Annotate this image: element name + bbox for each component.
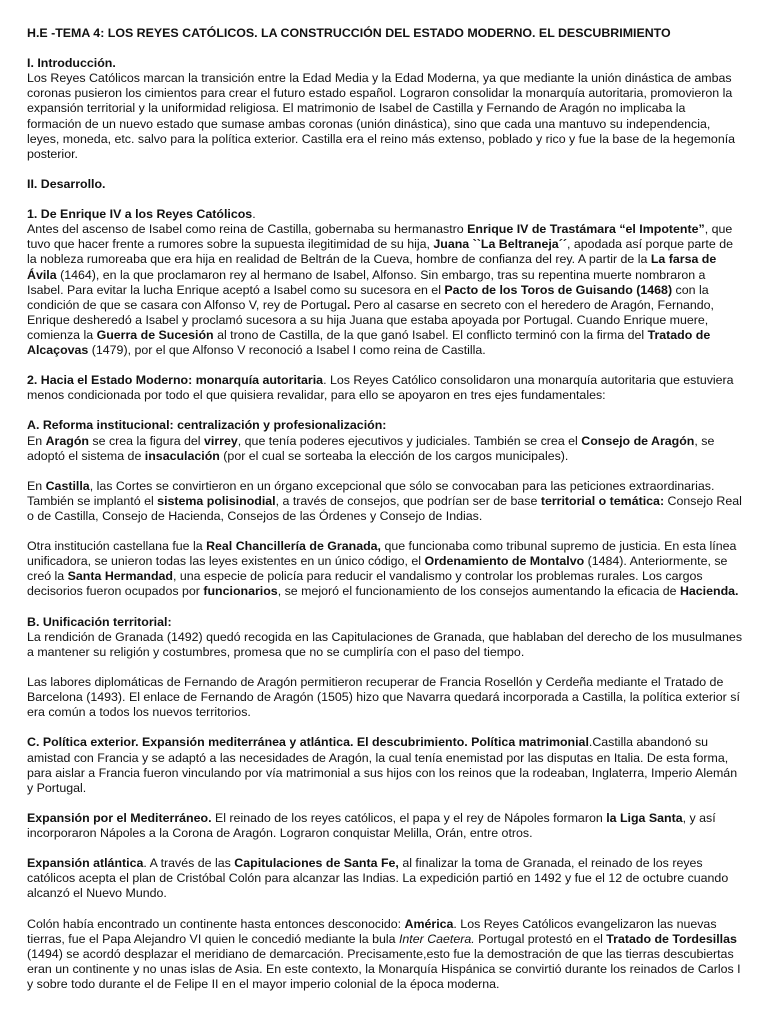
text-run: (1494) se acordó desplazar el meridiano de demarcación. Precisamente,esto fue la demostración de que las tierras descubiertas eran un continente y no unas islas de Asia. En este contexto, la Monarquía Hispánica se convirtió durante los reinados de Carlos I y sobre todo durante el de Felipe II en el mayor imperio colonial de la época moderna. — [27, 946, 741, 991]
text-run: , y así incorporaron Nápoles a la Corona de Aragón. Lograron conquistar Melilla, Orán, entre otros. — [27, 810, 716, 840]
subsection-heading-1-text: 1. De Enrique IV a los Reyes Católicos — [27, 207, 253, 222]
bold-run: Hacienda. — [679, 584, 739, 599]
text-run: , se mejoró el funcionamiento de los consejos aumentando la eficacia de — [277, 584, 680, 599]
subsection-heading-2: 2. Hacia el Estado Moderno: monarquía autoritaria — [27, 373, 324, 388]
bold-run: sistema polisinodial — [157, 493, 276, 508]
text-run: Portugal protestó en el — [474, 931, 607, 946]
bold-run: Juana ``La Beltraneja´´ — [433, 237, 567, 252]
text-run: Consejo Real o de Castilla, Consejo de Hacienda, Consejos de las Órdenes y Consejo de Indias. — [27, 493, 742, 523]
text-run: (1484). Anteriormente, se creó la — [27, 554, 728, 584]
bold-run: Consejo de Aragón — [581, 433, 695, 448]
text-run: Pero al casarse en secreto con el heredero de Aragón, Fernando, Enrique desheredó a Isabel y proclamó sucesora a su hija Juana que estaba apoyada por Portugal. Cuando Enrique muere, comienza la — [27, 297, 714, 342]
bold-run: funcionarios — [203, 584, 278, 599]
bold-run: Guerra de Sucesión — [96, 327, 214, 342]
text-run: Colón había encontrado un continente hasta entonces desconocido: — [27, 916, 405, 931]
subsection-heading-b: B. Unificación territorial: — [27, 614, 172, 629]
text-run: , que tuvo que hacer frente a rumores sobre la supuesta ilegitimidad de su hija, — [27, 222, 733, 252]
text-run: . Los Reyes Católicos evangelizaron las nuevas tierras, fue el Papa Alejandro VI quien le concedió mediante la bula — [27, 916, 717, 946]
text-run: (1479), por el que Alfonso V reconoció a Isabel I como reina de Castilla. — [88, 342, 486, 357]
text-run: , apodada así porque parte de la nobleza rumoreaba que era hija en realidad de Beltrán de la Cueva, hombre de confianza del rey. A partir de la — [27, 237, 733, 267]
text-run: El reinado de los reyes católicos, el papa y el rey de Nápoles formaron — [211, 810, 607, 825]
text-run: (por el cual se sorteaba la elección de los cargos municipales). — [219, 448, 569, 463]
text-run: .Castilla abandonó su amistad con Francia y se adaptó a las necesidades de Aragón, la cual tenía enemistad por las disputas en Italia. De esta forma, para aislar a Francia fueron vinculando por vía matrimonial a sus hijos con los reinos que la rodeaban, Inglaterra, Imperio Alemán y Portugal. — [27, 735, 738, 795]
paragraph-mediterraneo — [27, 811, 742, 841]
paragraph-colon — [27, 917, 742, 992]
text-run: En — [27, 478, 46, 493]
bold-run: Pacto de los Toros de Guisando (1468) — [444, 282, 673, 297]
paragraph-politica-exterior — [27, 735, 742, 795]
paragraph-enrique-iv — [27, 222, 742, 358]
text-run: , que tenía poderes ejecutivos y judiciales. También se crea el — [237, 433, 582, 448]
paragraph-diplomacia: Las labores diplomáticas de Fernando de Aragón permitieron recuperar de Francia Rosellón y Cerdeña mediante el Tratado de Barcelona (1493). El enlace de Fernando de Aragón (1505) hizo que Navarra quedará incorporada a Castilla, la política exterior sí era común a todos los nuevos territorios. — [27, 675, 740, 720]
text-run: al finalizar la toma de Granada, el reinado de los reyes católicos acepta el plan de Cristóbal Colón para alcanzar las Indias. La expedición partió en 1492 y fue el 12 de octubre cuando alcanzó el Nuevo Mundo. — [27, 856, 729, 901]
document-title: H.E -TEMA 4: LOS REYES CATÓLICOS. LA CONSTRUCCIÓN DEL ESTADO MODERNO. EL DESCUBRIMIENTO — [27, 26, 671, 40]
text-run: . A través de las — [143, 856, 235, 871]
subsection-heading-1-dot: . — [252, 207, 256, 222]
bold-run: Aragón — [45, 433, 89, 448]
bold-run: Real Chancillería de Granada, — [206, 539, 381, 554]
bold-run: la Liga Santa — [606, 810, 683, 825]
section-heading-desarrollo: II. Desarrollo. — [27, 176, 106, 191]
text-run: al trono de Castilla, de la que ganó Isabel. El conflicto terminó con la firma del — [213, 327, 648, 342]
subsection-heading-c: C. Política exterior. Expansión mediterránea y atlántica. El descubrimiento. Política matrimonial — [27, 735, 589, 750]
text-run: Antes del ascenso de Isabel como reina de Castilla, gobernaba su hermanastro — [27, 222, 468, 237]
text-run: En — [27, 433, 46, 448]
paragraph-estado-moderno — [27, 373, 742, 403]
text-run: Otra institución castellana fue la — [27, 539, 207, 554]
bold-run: Capitulaciones de Santa Fe, — [234, 856, 399, 871]
bold-run: América — [404, 916, 454, 931]
bold-run: virrey — [204, 433, 238, 448]
text-run: con la condición de que se casara con Alfonso V, rey de Portugal — [27, 282, 709, 312]
paragraph-aragon — [27, 434, 742, 464]
bold-run: . — [346, 297, 351, 312]
text-run: . Los Reyes Católico consolidaron una monarquía autoritaria que estuviera menos condicionada por todo el que quisiera revalidar, para ello se apoyaron en tres ejes fundamentales: — [27, 373, 734, 403]
paragraph-atlantica — [27, 856, 742, 901]
paragraph-chancilleria — [27, 539, 742, 599]
bold-run: territorial o temática: — [540, 493, 665, 508]
paragraph-introduccion: Los Reyes Católicos marcan la transición entre la Edad Media y la Edad Moderna, ya que mediante la unión dinástica de ambas coronas pusieron los cimientos para crear el futuro estado español. Lograron consolidar la monarquía autoritaria, promovieron la expansión territorial y la uniformidad religiosa. El matrimonio de Isabel de Castilla y Fernando de Aragón no implicaba la formación de un nuevo estado que sumase ambas coronas (unión dinástica), sino que cada una mantuvo su independencia, leyes, moneda, etc. salvo para la política exterior. Castilla era el reino más extenso, poblado y rico y fue la base de la hegemonía posterior. — [27, 71, 736, 161]
bold-run: Santa Hermandad — [67, 569, 173, 584]
subsection-heading-1 — [27, 207, 742, 222]
text-run: (1464), en la que proclamaron rey al hermano de Isabel, Alfonso. Sin embargo, tras su repentina muerte nombraron a Isabel. Para evitar la lucha Enrique aceptó a Isabel como su sucesora en el — [27, 267, 706, 297]
bold-run: insaculación — [144, 448, 220, 463]
italic-run: Inter Caetera. — [398, 931, 475, 946]
bold-run: La farsa de Ávila — [27, 252, 717, 282]
section-heading-introduccion: I. Introducción. — [27, 56, 116, 71]
paragraph-granada: La rendición de Granada (1492) quedó recogida en las Capitulaciones de Granada, que hablaban del derecho de los musulmanes a mantener su religión y costumbres, promesa que no se cumpliría con el paso del tiempo. — [27, 629, 743, 659]
bold-run: Ordenamiento de Montalvo — [424, 554, 585, 569]
text-run: se crea la figura del — [88, 433, 205, 448]
paragraph-castilla — [27, 479, 742, 524]
text-run: , una especie de policía para reducir el vandalismo y controlar los problemas rurales. Los cargos decisorios fueron ocupados por — [27, 569, 703, 599]
bold-run: Tratado de Alcaçovas — [27, 327, 711, 357]
bold-run: Expansión atlántica — [27, 856, 144, 871]
bold-run: Tratado de Tordesillas — [606, 931, 737, 946]
text-run: , se adoptó el sistema de — [27, 433, 715, 463]
text-run: , las Cortes se convirtieron en un órgano excepcional que sólo se convocaban para las peticiones extraordinarias. También se implantó el — [27, 478, 715, 508]
text-run: , a través de consejos, que podrían ser de base — [275, 493, 541, 508]
bold-run: Castilla — [45, 478, 90, 493]
subsection-heading-a: A. Reforma institucional: centralización y profesionalización: — [27, 418, 387, 433]
bold-run: Expansión por el Mediterráneo. — [27, 810, 212, 825]
bold-run: Enrique IV de Trastámara “el Impotente” — [467, 222, 705, 237]
text-run: que funcionaba como tribunal supremo de justicia. En esta línea unificadora, se unieron todas las leyes existentes en un único código, el — [27, 539, 737, 569]
